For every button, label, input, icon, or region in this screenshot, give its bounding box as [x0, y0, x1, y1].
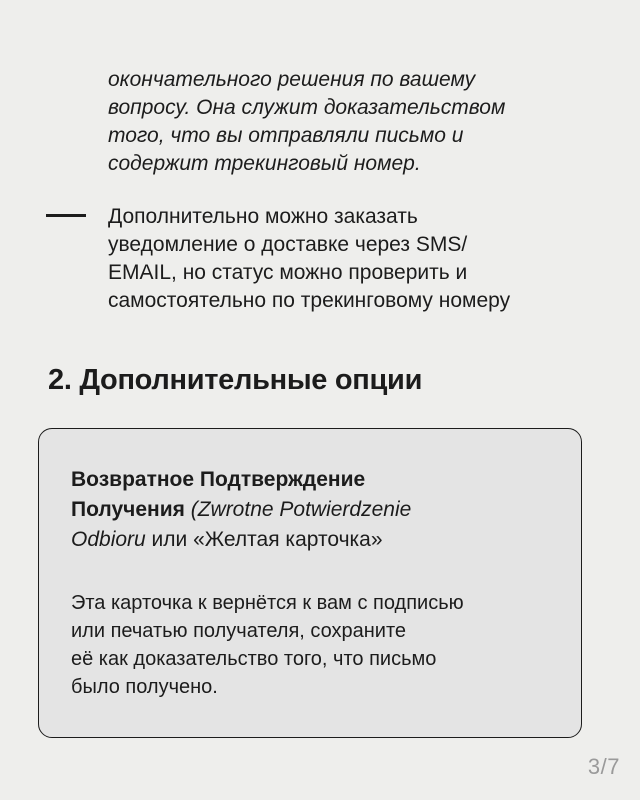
- bullet-dash-icon: [46, 214, 86, 217]
- card-body-line: или печатью получателя, сохраните: [71, 620, 407, 642]
- card-title-line: [71, 465, 561, 495]
- intro-line: окончательного решения по вашему: [108, 68, 476, 91]
- intro-line: вопросу. Она служит доказательством: [108, 96, 506, 119]
- card-body-line: было получено.: [71, 676, 218, 698]
- card-title-plain: или «Желтая карточка»: [145, 528, 383, 551]
- card-title-italic: (Zwrotne Potwierdzenie: [190, 498, 412, 521]
- note-line: самостоятельно по трекинговому номеру: [108, 289, 511, 312]
- card-title-italic: Odbioru: [71, 528, 146, 551]
- card-body: [71, 589, 571, 701]
- card-title-bold: Возвратное Подтверждение: [71, 468, 366, 491]
- card-title-line: [71, 525, 561, 555]
- delivery-note: [108, 203, 608, 315]
- note-line: уведомление о доставке через SMS/: [108, 233, 468, 256]
- card-body-line: Эта карточка к вернётся к вам с подписью: [71, 592, 464, 614]
- page-number: 3/7: [587, 754, 620, 779]
- note-line: Дополнительно можно заказать: [108, 205, 418, 228]
- card-title-line: [71, 495, 561, 525]
- card-body-line: её как доказательство того, что письмо: [71, 648, 437, 670]
- card-title-bold: Получения: [71, 498, 185, 521]
- option-card: [38, 428, 582, 738]
- intro-text: [108, 66, 588, 178]
- intro-line: того, что вы отправляли письмо и: [108, 124, 464, 147]
- card-title: [71, 465, 561, 555]
- note-line: EMAIL, но статус можно проверить и: [108, 261, 468, 284]
- intro-line: содержит трекинговый номер.: [108, 152, 421, 175]
- section-heading: 2. Дополнительные опции: [48, 364, 423, 396]
